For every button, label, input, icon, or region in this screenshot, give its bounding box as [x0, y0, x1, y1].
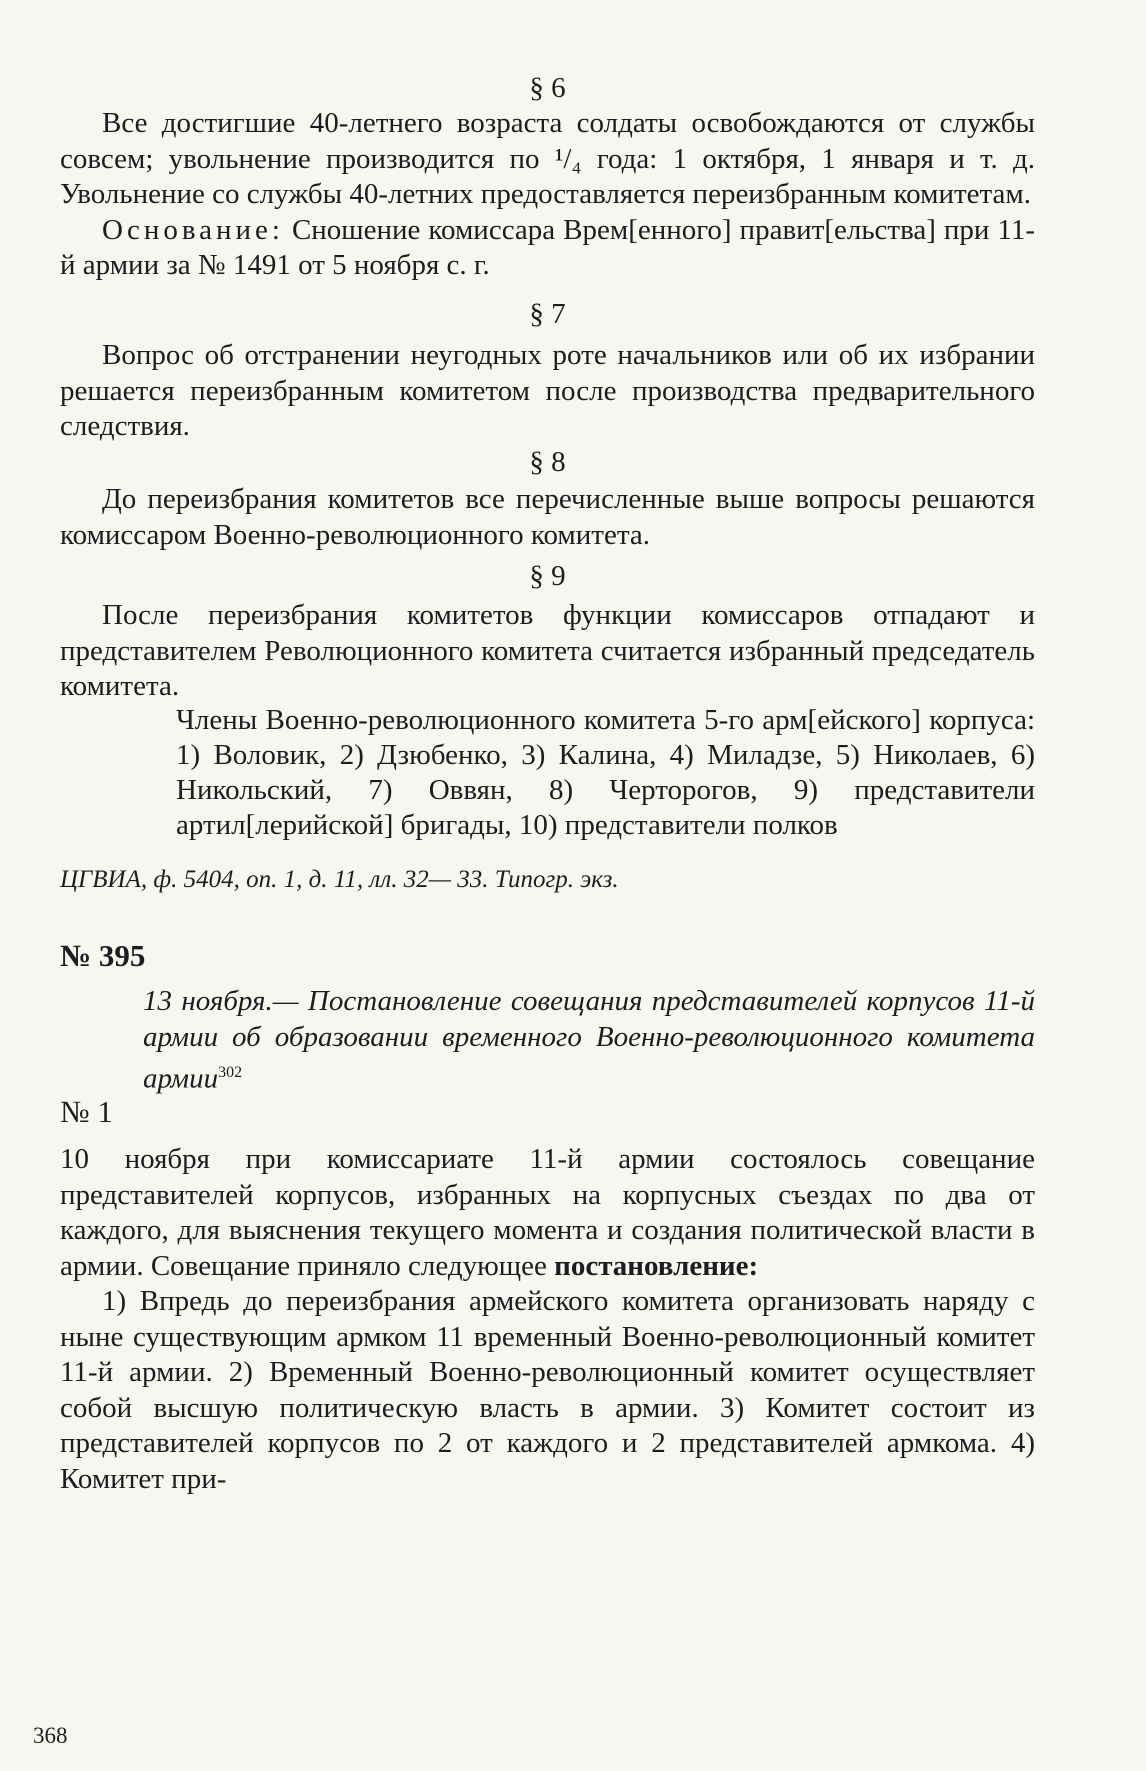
footnote-marker: 302 [218, 1064, 243, 1081]
section-6-paragraph: Все достигшие 40-летнего возраста солдаты освобождаются от службы совсем; увольнение производится по ¹/₄ года: 1 октября, 1 января и т. д. Увольнение со службы 40-летних предоставляется переизбранным комитетам. [60, 107, 1035, 210]
archive-source: ЦГВИА, ф. 5404, оп. 1, д. 11, лл. 32— 33. Типогр. экз. [60, 866, 619, 893]
document-body [60, 1142, 1035, 1497]
section-6-heading: § 6 [529, 72, 566, 104]
section-7-heading: § 7 [529, 298, 566, 330]
section-8-heading: § 8 [529, 446, 566, 478]
paragraph-1-text: 10 ноября при комиссариате 11-й армии состоялось совещание представителей корпусов, избранных на корпусных съездах по два от каждого, для выяснения текущего момента и создания политической власти в армии. Совещание приняло следующее [60, 1143, 1035, 1282]
signatories-block: Члены Военно-революционного комитета 5-го арм[ейского] корпуса: 1) Воловик, 2) Дзюбенко, 3) Калина, 4) Миладзе, 5) Николаев, 6) Никольский, 7) Оввян, 8) Черторогов, 9) представители артил[лерийской] бригады, 10) представители полков [176, 704, 1035, 841]
page-number: 368 [33, 1723, 68, 1748]
section-9-paragraph: После переизбрания комитетов функции комиссаров отпадают и представителем Революционного комитета считается избранный председатель комитета. [60, 599, 1035, 702]
document-paragraph-1 [60, 1142, 1035, 1284]
section-6-basis [60, 213, 1035, 284]
basis-label: Основание: [102, 213, 284, 246]
section-9-body [60, 598, 1035, 705]
section-9-heading: § 9 [529, 560, 566, 592]
section-8-body [60, 482, 1035, 553]
document-number: № 395 [60, 938, 146, 973]
paragraph-1-bold: постановление: [554, 1249, 759, 1282]
document-date: 13 ноября.— [143, 985, 299, 1017]
sub-document-number: № 1 [60, 1094, 113, 1129]
document-title-text: Постановление совещания представителей корпусов 11-й армии об образовании временного Военно-революционного комитета армии [143, 985, 1035, 1095]
section-8-paragraph: До переизбрания комитетов все перечисленные выше вопросы решаются комиссаром Военно-революционного комитета. [60, 483, 1035, 551]
section-7-paragraph: Вопрос об отстранении неугодных роте начальников или об их избрании решается переизбранным комитетом после производства предварительного следствия. [60, 339, 1035, 442]
section-6-body [60, 106, 1035, 284]
basis-text: Сношение комиссара Врем[енного] правит[ельства] при 11-й армии за № 1491 от 5 ноября с. г. [60, 213, 1035, 281]
section-7-body [60, 338, 1035, 445]
document-title [143, 983, 1035, 1097]
document-paragraph-2: 1) Впредь до переизбрания армейского комитета организовать наряду с ныне существующим армком 11 временный Военно-революционный комитет 11-й армии. 2) Временный Военно-революционный комитет осуществляет собой высшую политическую власть в армии. 3) Комитет состоит из представителей корпусов по 2 от каждого и 2 представителей армкома. 4) Комитет при- [60, 1285, 1035, 1495]
